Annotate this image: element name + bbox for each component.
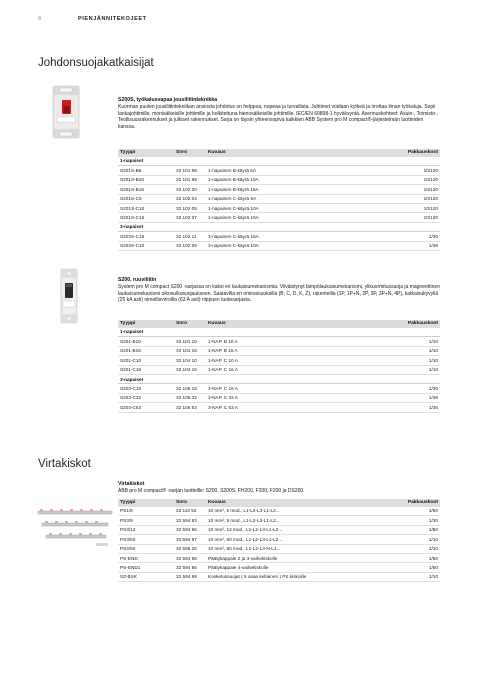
- cell-desc: 3-NAP. C 63 A: [206, 403, 390, 412]
- cell-type: PS-END: [118, 553, 174, 562]
- col-pack: Pakkauskoot: [390, 499, 440, 507]
- group-label: 1-napaiset: [118, 157, 440, 166]
- col-snro: Snro: [174, 149, 206, 157]
- s200s-info: [118, 97, 440, 130]
- cell-type: PS4/60: [118, 544, 174, 553]
- page-header: [38, 16, 458, 26]
- table-row: [118, 393, 440, 402]
- table-header-row: [118, 499, 440, 507]
- cell-snro: 32 102 00: [174, 185, 206, 194]
- cell-desc: 1-napainen C-käyrä 10A: [206, 203, 390, 212]
- cell-desc: 10 mm², 12 mod., L1-L2-L3-L1-L2...: [206, 525, 390, 534]
- cell-snro: 32 102 09: [174, 241, 206, 250]
- cell-pack: 1/10: [390, 337, 440, 346]
- cell-type: S201S-B6: [118, 166, 174, 175]
- group-row: [118, 374, 440, 383]
- cell-type: PS1/6: [118, 507, 174, 516]
- cell-snro: 32 102 07: [174, 213, 206, 222]
- cell-type: S201S-C16: [118, 213, 174, 222]
- s200s-breaker-image: [52, 84, 80, 140]
- cell-snro: 32 102 05: [174, 203, 206, 212]
- cell-pack: 1/50: [390, 553, 440, 562]
- table-row: [118, 384, 440, 393]
- cell-pack: 10/120: [390, 185, 440, 194]
- cell-snro: 32 104 10: [174, 356, 206, 365]
- col-type: Tyyppi: [118, 499, 174, 507]
- cell-pack: 10/120: [390, 203, 440, 212]
- cell-desc: 3-napainen C-käyrä 16A: [206, 232, 390, 241]
- cell-type: S203-C32: [118, 393, 174, 402]
- cell-desc: 1-napainen B-käyrä 6A: [206, 166, 390, 175]
- cell-type: S203S-C16: [118, 232, 174, 241]
- cell-type: S203S-C10: [118, 241, 174, 250]
- cell-pack: 10/120: [390, 175, 440, 184]
- table-row: [118, 166, 440, 175]
- cell-type: S201S-C6: [118, 194, 174, 203]
- s200s-description: Kuorman puolen jousiliitintekniikan ansiosta johdotus on helppoa, nopeaa ja turvallista. Johtimet voidaan kytkeä ja irrottaa ilman työkaluja. Sopii lankajohtimille, monisäikeisille johtimille ja holkitettuna hienosäikeisille johtimille. IEC/EN 60898-1 hyväksyntä. Asennuskohteet: Asuin-, Toimisto-, Teollisuusrakennukset ja julkiset rakennukset. Sarja on täysin yhteensopiva kaikkien ABB System pro M compact®-järjestelmän tuotteiden kanssa.: [118, 104, 439, 130]
- table-row: [118, 507, 440, 516]
- table-row: [118, 553, 440, 562]
- table-row: [118, 194, 440, 203]
- cell-type: PS-END1: [118, 563, 174, 572]
- cell-snro: 33 101 16: [174, 346, 206, 355]
- table-row: [118, 525, 440, 534]
- table-row: [118, 175, 440, 184]
- cell-pack: 10/120: [390, 213, 440, 222]
- cell-pack: 1/36: [390, 403, 440, 412]
- table-row: [118, 185, 440, 194]
- table-row: [118, 535, 440, 544]
- cell-snro: 32 101 10: [174, 337, 206, 346]
- table-row: [118, 563, 440, 572]
- col-desc: Kuvaus: [206, 149, 390, 157]
- cell-pack: 1/36: [390, 393, 440, 402]
- cell-desc: 1-napainen B-käyrä 16A: [206, 185, 390, 194]
- cell-desc: 3-NAP. C 32 A: [206, 393, 390, 402]
- cell-desc: 10 mm², 60 mod., L1-L2-L3-N-L1...: [206, 544, 390, 553]
- group-row: [118, 222, 440, 231]
- table-row: [118, 337, 440, 346]
- cell-pack: 1/10: [390, 535, 440, 544]
- cell-snro: 32 594 93: [174, 516, 206, 525]
- section-title-virtakiskot: Virtakiskot: [38, 458, 91, 470]
- cell-type: SZ-BSK: [118, 572, 174, 581]
- cell-pack: 1/36: [390, 241, 440, 250]
- col-desc: Kuvaus: [206, 320, 390, 328]
- cell-type: S201-C16: [118, 365, 174, 374]
- cell-snro: 32 594 97: [174, 535, 206, 544]
- s200-description: System pro M compact S200 -sarjassa on kaksi eri laukaisumekanismia. Viiväistynyt lämpölaukaisumekanismi, ylikuormitussuoja ja magneettinen laukaisumekanismi oikosulkusuojaukseen. Saatavilla eri ominaisuuksilla (B, C, D, K, Z), rakenteilla (1P, 1P+N, 2P, 3P, 3P+N, 4P), katkaisukyvyllä (25 kA asti) nimellisvirroilla (63 A asti) riippuen tuotesarjasta.: [118, 284, 440, 304]
- col-type: Tyyppi: [118, 149, 174, 157]
- cell-snro: 32 101 98: [174, 166, 206, 175]
- page-number: 8: [38, 16, 42, 22]
- cell-pack: 1/10: [390, 572, 440, 581]
- cell-type: PS3/9: [118, 516, 174, 525]
- cell-desc: 10 mm², 6 mod., L1-L2-L3-L1-L2...: [206, 507, 390, 516]
- section-title-johdonsuojakatkaisijat: Johdonsuojakatkaisijat: [38, 57, 154, 69]
- table-row: [118, 356, 440, 365]
- table-row: [118, 365, 440, 374]
- s200-breaker-image: [60, 267, 78, 325]
- busbar-image: [36, 505, 114, 547]
- cell-type: PS3/12: [118, 525, 174, 534]
- cell-snro: 32 594 96: [174, 525, 206, 534]
- cell-snro: 32 596 26: [174, 544, 206, 553]
- cell-pack: 10/120: [390, 194, 440, 203]
- group-label: 1-napaiset: [118, 328, 440, 337]
- s200s-title: S200S, työkalusvapaa jousiliitinteknikka: [118, 97, 218, 103]
- cell-desc: Kosketussuojat ( 5 osaa keltainen ) PS kiskoille: [206, 572, 390, 581]
- cell-pack: 1/50: [390, 563, 440, 572]
- group-label: 3-napaiset: [118, 374, 440, 383]
- s200s-table: [118, 149, 440, 251]
- table-row: [118, 516, 440, 525]
- table-header-row: [118, 149, 440, 157]
- cell-snro: 32 102 11: [174, 232, 206, 241]
- cell-snro: 32 102 04: [174, 194, 206, 203]
- cell-type: S201S-C10: [118, 203, 174, 212]
- virtakiskot-description: ABB pro M compact® -sarjan tuotteille: S200, S200S, FH200, F200, F200 ja DS200.: [118, 488, 305, 494]
- cell-type: S201S-B16: [118, 185, 174, 194]
- cell-snro: 32 594 98: [174, 553, 206, 562]
- cell-pack: 1/10: [390, 544, 440, 553]
- cell-desc: 10 mm², 60 mod., L1-L2-L3-L1-L2...: [206, 535, 390, 544]
- table-row: [118, 241, 440, 250]
- cell-pack: 1/36: [390, 384, 440, 393]
- cell-desc: 10 mm², 9 mod., L1-L2-L3-L1-L2...: [206, 516, 390, 525]
- s200-title: S200, ruuviliitin: [118, 277, 157, 283]
- s200-info: [118, 277, 440, 304]
- col-pack: Pakkauskoot: [390, 320, 440, 328]
- table-row: [118, 203, 440, 212]
- running-section-title: PIENJÄNNITEKOJEET: [78, 16, 147, 22]
- table-row: [118, 346, 440, 355]
- table-row: [118, 544, 440, 553]
- group-row: [118, 328, 440, 337]
- cell-desc: 1-NAP. B 10 A: [206, 337, 390, 346]
- cell-snro: 32 104 16: [174, 365, 206, 374]
- group-row: [118, 157, 440, 166]
- table-header-row: [118, 320, 440, 328]
- cell-type: S203-C63: [118, 403, 174, 412]
- cell-snro: 32 101 99: [174, 175, 206, 184]
- cell-snro: 32 106 63: [174, 403, 206, 412]
- table-row: [118, 403, 440, 412]
- cell-pack: 1/30: [390, 516, 440, 525]
- cell-desc: 3-napainen C-käyrä 10A: [206, 241, 390, 250]
- cell-pack: 1/50: [390, 525, 440, 534]
- table-row: [118, 572, 440, 581]
- cell-pack: 1/60: [390, 507, 440, 516]
- cell-pack: 1/10: [390, 365, 440, 374]
- cell-desc: Päätykappale 4-vaihekiskolle: [206, 563, 390, 572]
- cell-snro: 32 594 95: [174, 563, 206, 572]
- cell-desc: 1-NAP. C 10 A: [206, 356, 390, 365]
- col-snro: Snro: [174, 499, 206, 507]
- virtakiskot-title: Virtakiskot: [118, 481, 145, 487]
- cell-type: S201-B10: [118, 337, 174, 346]
- cell-type: S201-B16: [118, 346, 174, 355]
- s200-table: [118, 320, 440, 413]
- cell-pack: 10/120: [390, 166, 440, 175]
- cell-type: S203-C16: [118, 384, 174, 393]
- col-type: Tyyppi: [118, 320, 174, 328]
- cell-pack: 1/10: [390, 346, 440, 355]
- virtakiskot-info: [118, 481, 440, 495]
- cell-type: S201-C10: [118, 356, 174, 365]
- group-label: 3-napaiset: [118, 222, 440, 231]
- cell-desc: 1-napainen C-käyrä 16A: [206, 213, 390, 222]
- cell-desc: 1-napainen C-käyrä 6A: [206, 194, 390, 203]
- cell-pack: 1/10: [390, 356, 440, 365]
- cell-desc: 1-NAP. B 16 A: [206, 346, 390, 355]
- cell-snro: 32 110 52: [174, 507, 206, 516]
- cell-desc: 3-NAP. C 16 A: [206, 384, 390, 393]
- cell-type: PS3/60: [118, 535, 174, 544]
- col-desc: Kuvaus: [206, 499, 390, 507]
- cell-type: S201S-B10: [118, 175, 174, 184]
- cell-desc: Päätykappale 2 ja 3-vaihekiskolle: [206, 553, 390, 562]
- table-row: [118, 213, 440, 222]
- cell-snro: 32 594 99: [174, 572, 206, 581]
- cell-snro: 32 106 32: [174, 393, 206, 402]
- col-snro: Snro: [174, 320, 206, 328]
- virtakiskot-table: [118, 499, 440, 582]
- cell-snro: 32 106 16: [174, 384, 206, 393]
- cell-desc: 1-napainen B-käyrä 10A: [206, 175, 390, 184]
- cell-desc: 1-NAP. C 16 A: [206, 365, 390, 374]
- col-pack: Pakkauskoot: [390, 149, 440, 157]
- table-row: [118, 232, 440, 241]
- cell-pack: 1/36: [390, 232, 440, 241]
